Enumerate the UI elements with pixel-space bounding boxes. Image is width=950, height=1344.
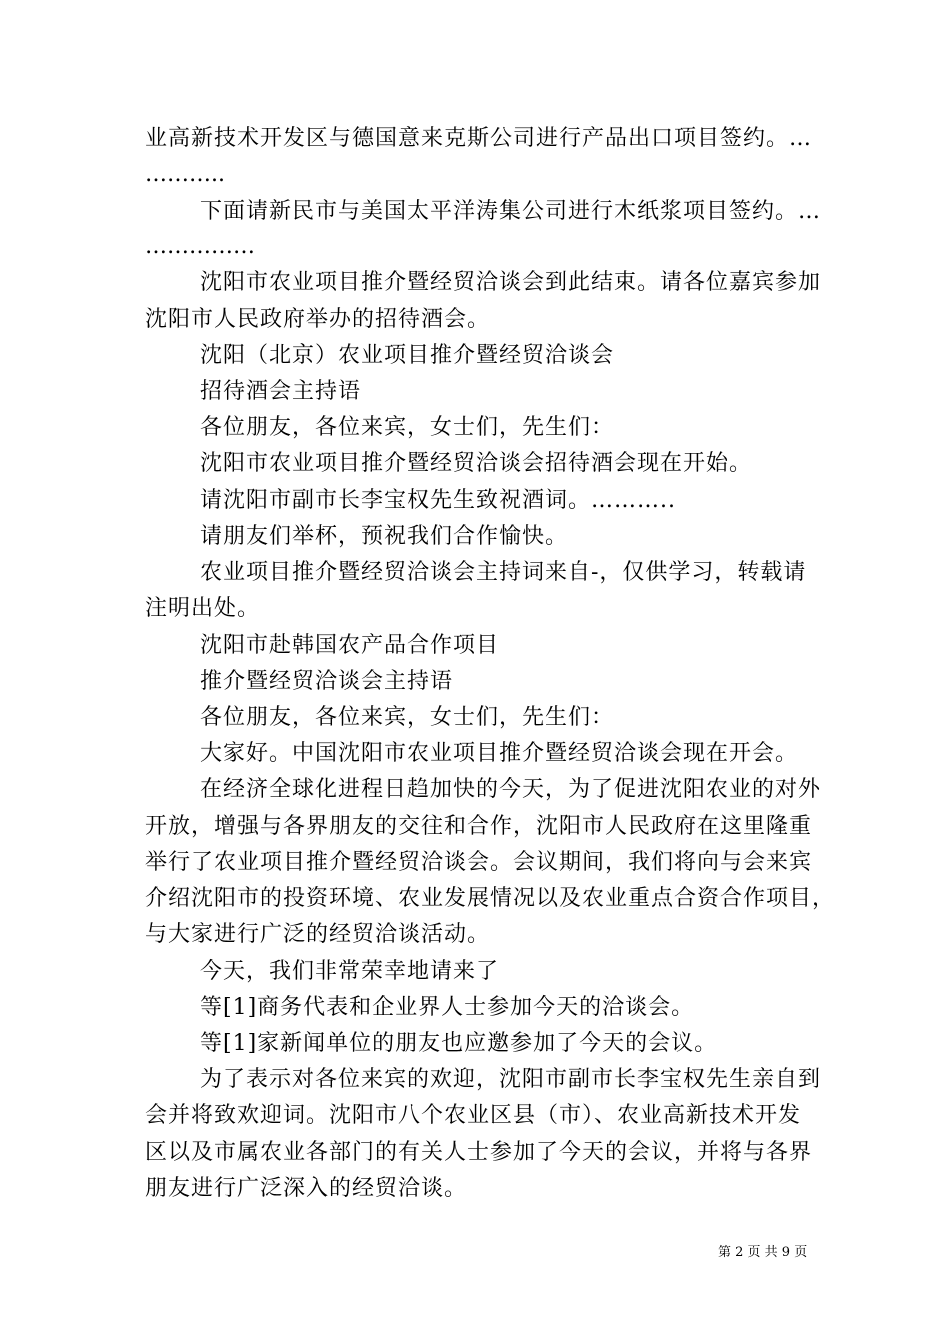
text-line: 今天，我们非常荣幸地请来了: [200, 959, 500, 984]
text-line: 朋友进行广泛深入的经贸洽谈。: [145, 1176, 468, 1201]
text-line: 沈阳市赴韩国农产品合作项目: [200, 633, 500, 658]
text-line: 区以及市属农业各部门的有关人士参加了今天的会议，并将与各界: [145, 1140, 813, 1165]
text-line: 会并将致欢迎词。沈阳市八个农业区县（市）、农业高新技术开发: [145, 1103, 802, 1128]
text-line: 推介暨经贸洽谈会主持语: [200, 669, 454, 694]
text-line: ……………: [145, 234, 255, 259]
text-line: ………..: [145, 162, 225, 187]
text-line: 各位朋友，各位来宾，女士们，先生们：: [200, 415, 615, 440]
text-line: 招待酒会主持语: [200, 379, 362, 404]
text-line: 为了表示对各位来宾的欢迎，沈阳市副市长李宝权先生亲自到: [200, 1067, 822, 1092]
text-line: 等[1]家新闻单位的朋友也应邀参加了今天的会议。: [200, 1031, 718, 1056]
text-line: 沈阳市农业项目推介暨经贸洽谈会到此结束。请各位嘉宾参加: [200, 270, 822, 295]
text-line: 等[1]商务代表和企业界人士参加今天的洽谈会。: [200, 995, 695, 1020]
text-line: 沈阳市农业项目推介暨经贸洽谈会招待酒会现在开始。: [200, 451, 753, 476]
page-number: 第 2 页 共 9 页: [718, 1245, 808, 1260]
text-line: 沈阳市人民政府举办的招待酒会。: [145, 307, 491, 332]
text-line: 在经济全球化进程日趋加快的今天，为了促进沈阳农业的对外: [200, 777, 822, 802]
text-line: 业高新技术开发区与德国意来克斯公司进行产品出口项目签约。…: [145, 126, 813, 151]
text-line: 请沈阳市副市长李宝权先生致祝酒词。………..: [200, 488, 676, 513]
text-line: 大家好。中国沈阳市农业项目推介暨经贸洽谈会现在开会。: [200, 741, 799, 766]
text-line: 开放，增强与各界朋友的交往和合作，沈阳市人民政府在这里隆重: [145, 814, 813, 839]
text-line: 与大家进行广泛的经贸洽谈活动。: [145, 922, 491, 947]
text-line: 下面请新民市与美国太平洋涛集公司进行木纸浆项目签约。…: [200, 199, 822, 224]
text-line: 注明出处。: [145, 596, 261, 621]
text-line: 介绍沈阳市的投资环境、农业发展情况以及农业重点合资合作项目，: [145, 886, 836, 911]
text-line: 各位朋友，各位来宾，女士们，先生们：: [200, 705, 615, 730]
text-line: 农业项目推介暨经贸洽谈会主持词来自-，仅供学习，转载请: [200, 560, 807, 585]
text-line: 举行了农业项目推介暨经贸洽谈会。会议期间，我们将向与会来宾: [145, 850, 813, 875]
text-line: 沈阳（北京）农业项目推介暨经贸洽谈会: [200, 343, 615, 368]
text-line: 请朋友们举杯，预祝我们合作愉快。: [200, 524, 569, 549]
